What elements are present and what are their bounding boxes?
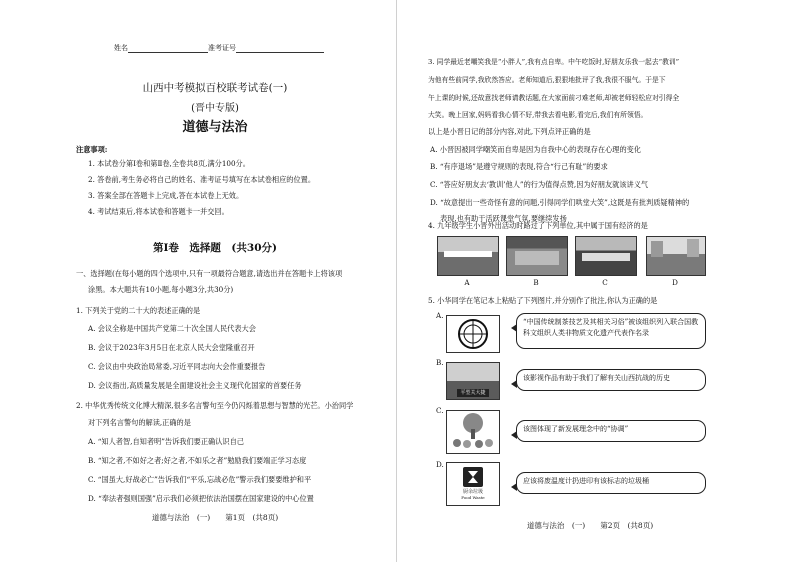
- q1-stem: 1. 下列关于党的二十大的表述正确的是: [76, 306, 201, 315]
- subject-title: 道德与法治: [182, 120, 248, 135]
- q5-option-a-label: A.: [436, 311, 444, 320]
- instructions-line-2: 涂黑。本大题共有10小题,每小题3分,共30分): [88, 285, 234, 294]
- q1-option-d: D. 会议指出,高质量发展是全面建设社会主义现代化国家的首要任务: [88, 381, 302, 390]
- q3-option-c: C. “答应好朋友去‘教训’他人”的行为值得点赞,因为好朋友就该讲义气: [430, 180, 649, 189]
- q4-label-c: C: [602, 278, 608, 287]
- name-label: 姓名: [114, 44, 128, 52]
- q5-option-c-label: C.: [436, 406, 444, 415]
- q5-option-d-subcaption: Food Waste: [461, 495, 485, 500]
- q4-photo-b: [506, 236, 568, 276]
- q5-option-b-picture: [446, 362, 500, 400]
- left-footer: 道德与法治 (一) 第1页 (共8页): [151, 513, 279, 522]
- unesco-emblem-icon: [447, 316, 499, 352]
- name-field: [114, 44, 324, 53]
- ticket-label: 准考证号: [208, 44, 236, 52]
- q5-option-b-caption: 平型关大捷: [457, 389, 489, 397]
- q2-option-a: A. “知人者智,自知者明”告诉我们要正确认识自己: [88, 437, 244, 446]
- q3-option-d: D. “故意提出一些奇怪有意的问题,引得同学们哄堂大笑”,这既是有批判质疑精神的: [430, 198, 690, 207]
- q5-option-a-note: “中国传统制茶技艺及其相关习俗”被该组织列入联合国教科文组织人类非物质文化遗产代表作名录: [516, 313, 706, 349]
- q3-option-a: A. 小晋因被同学嘲笑而自卑是因为自我中心的表现存在心理的变化: [430, 145, 642, 154]
- q5-option-b-note: 该影视作品有助于我们了解有关山西抗战的历史: [516, 369, 706, 391]
- q5-option-d-label: D.: [436, 460, 444, 469]
- q3-line-4: 大笑。晚上回家,妈妈看我心情不好,带我去看电影,看完后,我们有所领悟。: [428, 111, 648, 119]
- q5-option-d-note: 应该将废温度计扔进印有该标志的垃圾桶: [516, 472, 706, 494]
- q1-option-b: B. 会议于2023年3月5日在北京人民大会堂隆重召开: [88, 343, 255, 352]
- q3-line-2: 为他有些前同学,我欣然答应。老师知道后,狠狠地批评了我,我很不服气。于是下: [428, 76, 666, 84]
- q1-option-c: C. 会议由中央政治局常委,习近平同志向大会作重要报告: [88, 362, 266, 371]
- notes-title: 注意事项:: [76, 145, 108, 154]
- q4-photo-a: [437, 236, 499, 276]
- q4-label-b: B: [533, 278, 539, 287]
- section-title: 第Ⅰ卷 选择题 (共30分): [153, 242, 277, 254]
- q3-option-d-cont: 表现,也有助于活跃课堂气氛,要继续发扬: [440, 214, 567, 223]
- q4-label-d: D: [672, 278, 678, 287]
- exam-title: 山西中考模拟百校联考试卷(一): [142, 82, 288, 94]
- q2-option-b: B. “知之者,不如好之者;好之者,不如乐之者”勉励我们要端正学习态度: [88, 456, 307, 465]
- q5-option-b-label: B.: [436, 358, 444, 367]
- food-waste-icon: [463, 467, 483, 487]
- q5-option-d-caption: 厨余垃圾: [462, 489, 483, 495]
- q5-stem: 5. 小华同学在笔记本上粘贴了下列图片,并分别作了批注,你认为正确的是: [428, 296, 658, 305]
- q4-photo-d: [646, 236, 706, 276]
- edition-label: (晋中专版): [191, 103, 239, 114]
- q4-stem: 4. 九年级学生小晋外出活动时路过了下列单位,其中属于国有经济的是: [428, 221, 648, 230]
- q3-line-3: 午上课的时候,还故意找老师请教话题,在大家面前刁难老师,却被老师轻松应对引得全: [428, 94, 680, 102]
- note-1: 1. 本试卷分第Ⅰ卷和第Ⅱ卷,全卷共8页,满分100分。: [88, 159, 250, 168]
- q1-option-a: A. 会议全称是中国共产党第二十次全国人民代表大会: [88, 324, 256, 333]
- instructions-line-1: 一、选择题(在每小题的四个选项中,只有一项最符合题意,请选出并在答题卡上将该项: [76, 269, 343, 278]
- note-2: 2. 答卷前,考生务必将自己的姓名、准考证号填写在本试卷相应的位置。: [88, 175, 316, 184]
- q5-option-c-note: 该图体现了新发展理念中的“协调”: [516, 420, 706, 442]
- q4-label-a: A: [464, 278, 470, 287]
- q3-ask: 以上是小晋日记的部分内容,对此,下列点评正确的是: [428, 127, 591, 136]
- q2-option-d: D. “奉法者强则国强”启示我们必须把依法治国摆在国家建设的中心位置: [88, 494, 314, 503]
- note-4: 4. 考试结束后,将本试卷和答题卡一并交回。: [88, 207, 229, 216]
- q3-line-1: 3. 同学最近老嘲笑我是“小胖人”,我有点自卑。中午吃饭时,好朋友乐我一起去“教训”: [428, 58, 680, 66]
- q5-option-c-picture: [446, 410, 500, 454]
- q4-photo-c: [575, 236, 637, 276]
- q2-stem-line-1: 2. 中华优秀传统文化博大精深,很多名言警句至今仍闪烁着思想与智慧的光芒。小治同学: [76, 401, 354, 410]
- q5-option-a-picture: [446, 315, 500, 353]
- q3-option-b: B. “有序退场”是遵守规则的表现,符合“行己有耻”的要求: [430, 162, 608, 171]
- right-footer: 道德与法治 (一) 第2页 (共8页): [526, 521, 654, 530]
- note-3: 3. 答案全部在答题卡上完成,答在本试卷上无效。: [88, 191, 244, 200]
- q2-stem-line-2: 对下列名言警句的解读,正确的是: [88, 418, 191, 427]
- q5-option-d-picture: [446, 462, 500, 506]
- page-divider: [396, 0, 397, 562]
- q2-option-c: C. “国虽大,好战必亡”告诉我们“平乐,忘战必危”警示我们要要维护和平: [88, 475, 312, 484]
- tree-people-illustration-icon: [447, 411, 499, 453]
